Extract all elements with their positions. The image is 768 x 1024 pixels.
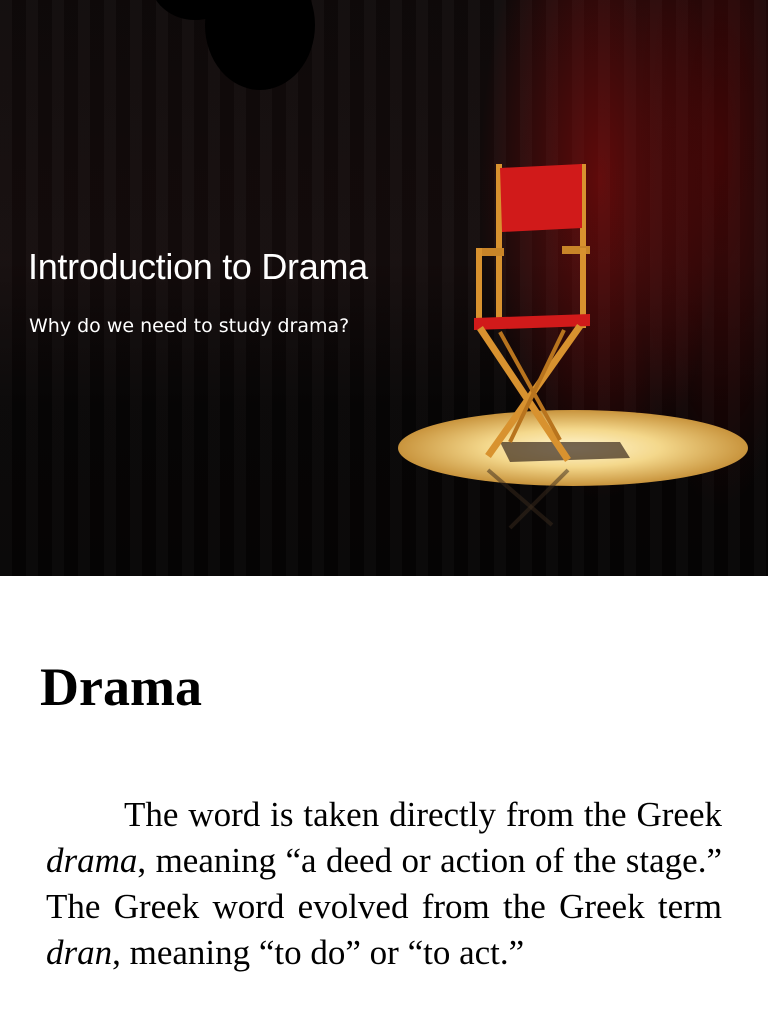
slide-heading: Drama [40, 657, 202, 717]
greek-word-dran: dran [46, 933, 113, 972]
greek-word-drama: drama [46, 841, 138, 880]
slide-title: Introduction to Drama [28, 246, 368, 287]
slide-drama-definition [0, 576, 768, 1024]
paragraph-text-2: , meaning “a deed or action of the stage.” The Greek word evolved from the Greek term [46, 841, 722, 926]
definition-paragraph [46, 792, 722, 976]
paragraph-text-3: , meaning “to do” or “to act.” [112, 933, 525, 972]
slide-subtitle: Why do we need to study drama? [29, 315, 350, 337]
paragraph-text-1: The word is taken directly from the Greek [124, 795, 722, 834]
ceiling-shadow-right [205, 0, 315, 90]
director-chair-icon [440, 150, 660, 530]
